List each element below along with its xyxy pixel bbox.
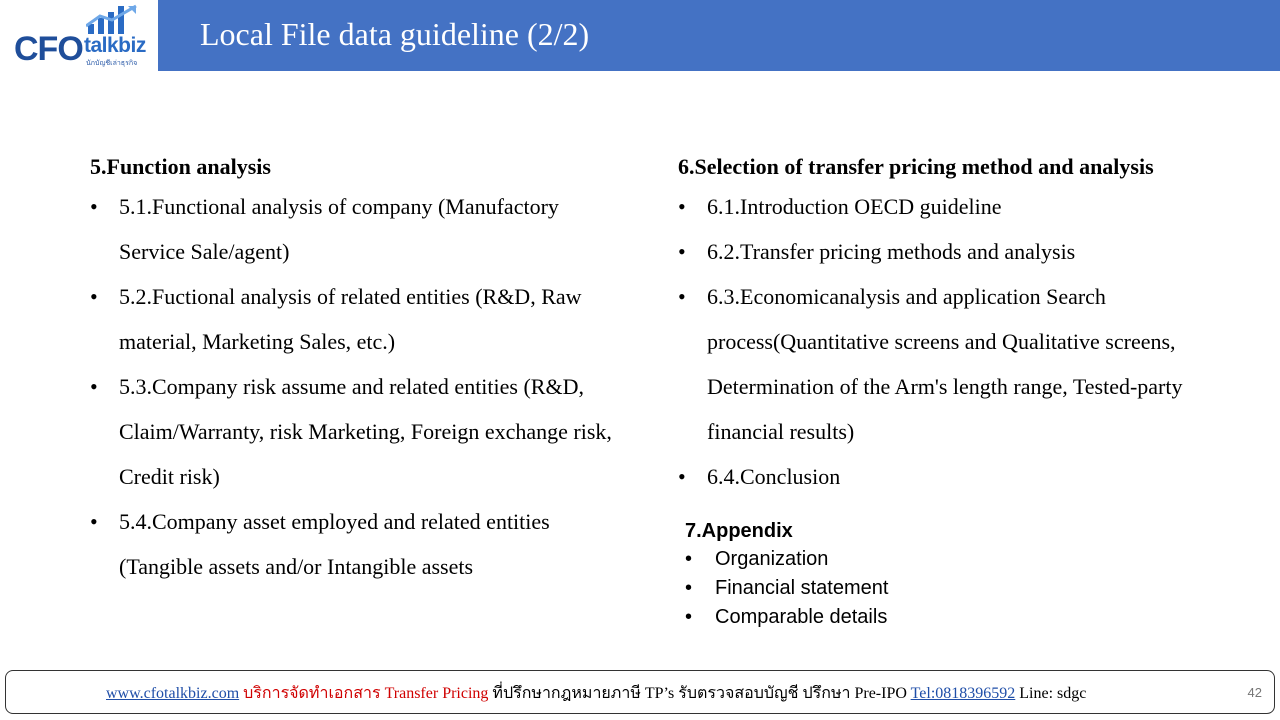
- website-link[interactable]: www.cfotalkbiz.com: [106, 685, 240, 702]
- footer-banner: [5, 670, 1275, 714]
- list-item-text: 6.4.Conclusion: [707, 464, 841, 489]
- line-id: Line: sdgc: [1015, 685, 1087, 702]
- list-item: [90, 184, 630, 274]
- bullet-icon: •: [678, 284, 686, 309]
- service-highlight: บริการจัดทำเอกสาร Transfer Pricing: [239, 685, 489, 702]
- appendix-heading: 7.Appendix: [685, 520, 793, 542]
- bullet-icon: •: [685, 606, 693, 628]
- list-item: [90, 364, 630, 499]
- list-item: [678, 229, 1238, 274]
- list-item-text: Organization: [715, 548, 829, 570]
- bullet-icon: •: [90, 284, 98, 309]
- list-item-text: 6.1.Introduction OECD guideline: [707, 194, 1002, 219]
- list-item-text: Comparable details: [715, 606, 888, 628]
- list-item: [685, 603, 1085, 632]
- list-item-text: 6.3.Economicanalysis and application Search process(Quantitative screens and Qualitative screens, Determination of the Arm's length range, Tested-party financial results): [707, 284, 1183, 444]
- function-analysis-list: [90, 184, 630, 589]
- page-title: Local File data guideline (2/2): [200, 16, 590, 52]
- logo-tagline: นักบัญชีเล่าธุรกิจ: [86, 59, 138, 67]
- list-item: [678, 454, 1238, 499]
- list-item-text: 5.4.Company asset employed and related entities (Tangible assets and/or Intangible assets: [119, 509, 550, 579]
- bullet-icon: •: [678, 464, 686, 489]
- list-item: [678, 184, 1238, 229]
- list-item-text: 6.2.Transfer pricing methods and analysis: [707, 239, 1076, 264]
- footer-contact-line: [106, 681, 1086, 706]
- bullet-icon: •: [90, 509, 98, 534]
- list-item-text: 5.3.Company risk assume and related entities (R&D, Claim/Warranty, risk Marketing, Foreign exchange risk, Credit risk): [119, 374, 612, 489]
- bullet-icon: •: [685, 577, 693, 599]
- list-item: [685, 574, 1085, 603]
- bullet-icon: •: [90, 194, 98, 219]
- tel-link[interactable]: Tel:0818396592: [910, 685, 1016, 702]
- growth-chart-icon: [86, 4, 152, 34]
- list-item: [90, 274, 630, 364]
- list-item: [685, 545, 1085, 574]
- bullet-icon: •: [90, 374, 98, 399]
- list-item-text: Financial statement: [715, 577, 889, 599]
- list-item: [678, 274, 1238, 454]
- cfotalkbiz-logo: [10, 4, 152, 70]
- appendix-section: [685, 517, 1085, 632]
- bullet-icon: •: [685, 548, 693, 570]
- function-analysis-section: [90, 150, 630, 589]
- list-item: [90, 499, 630, 589]
- appendix-list: [685, 545, 1085, 632]
- bullet-icon: •: [678, 194, 686, 219]
- logo-brand-main: CFO: [14, 30, 83, 68]
- transfer-pricing-list: [678, 184, 1238, 499]
- transfer-pricing-section: [678, 150, 1238, 499]
- logo-brand-sub: talkbiz: [84, 34, 146, 57]
- title-bar: [158, 0, 1280, 71]
- page-number: 42: [1247, 685, 1262, 700]
- transfer-pricing-heading: 6.Selection of transfer pricing method and analysis: [678, 154, 1154, 179]
- bullet-icon: •: [678, 239, 686, 264]
- function-analysis-heading: 5.Function analysis: [90, 154, 271, 179]
- service-text: ที่ปรึกษากฎหมายภาษี TP’s รับตรวจสอบบัญชี ปรึกษา Pre-IPO: [488, 685, 911, 702]
- list-item-text: 5.1.Functional analysis of company (Manufactory Service Sale/agent): [119, 194, 559, 264]
- list-item-text: 5.2.Fuctional analysis of related entities (R&D, Raw material, Marketing Sales, etc.): [119, 284, 582, 354]
